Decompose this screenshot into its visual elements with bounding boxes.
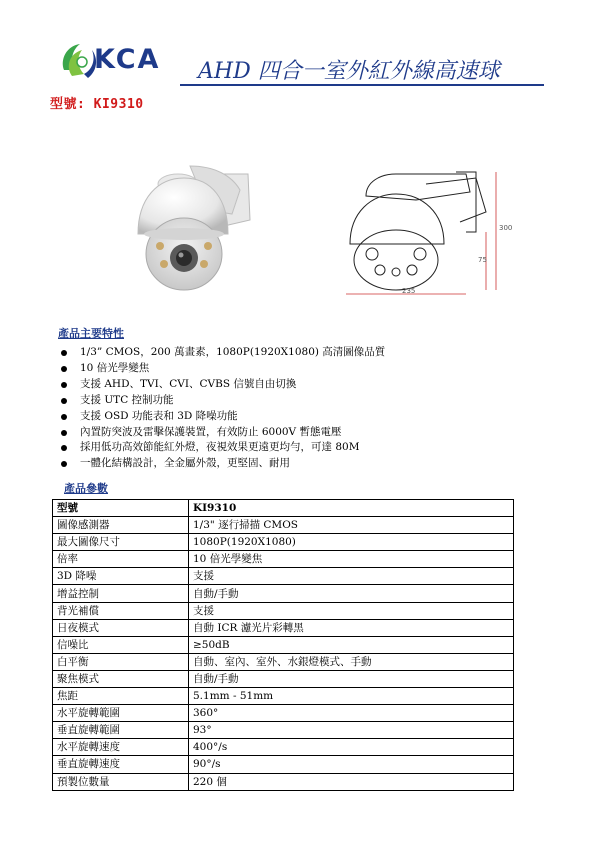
dimension-drawing-icon bbox=[336, 160, 512, 300]
feature-item: 支援 UTC 控制功能 bbox=[58, 393, 558, 409]
table-row bbox=[53, 517, 514, 534]
spec-key: 垂直旋轉範圍 bbox=[53, 722, 189, 739]
table-row bbox=[53, 688, 514, 705]
spec-value: 10 倍光學變焦 bbox=[189, 551, 514, 568]
table-row bbox=[53, 500, 514, 517]
spec-value: 自動 ICR 濾光片彩轉黑 bbox=[189, 619, 514, 636]
spec-value: 90°/s bbox=[189, 756, 514, 773]
spec-key: 3D 降噪 bbox=[53, 568, 189, 585]
feature-item: 1/3” CMOS，200 萬畫素，1080P(1920X1080) 高清圖像品質 bbox=[58, 345, 558, 361]
table-row bbox=[53, 705, 514, 722]
spec-value: 1/3" 逐行掃描 CMOS bbox=[189, 517, 514, 534]
dimension-width-label: 235 bbox=[402, 287, 416, 295]
spec-value: 1080P(1920X1080) bbox=[189, 534, 514, 551]
spec-key: 倍率 bbox=[53, 551, 189, 568]
spec-value: ≥50dB bbox=[189, 636, 514, 653]
spec-key: 聚焦模式 bbox=[53, 670, 189, 687]
table-row bbox=[53, 653, 514, 670]
spec-key: 最大圖像尺寸 bbox=[53, 534, 189, 551]
spec-value: 5.1mm - 51mm bbox=[189, 688, 514, 705]
spec-value: 93° bbox=[189, 722, 514, 739]
table-row bbox=[53, 534, 514, 551]
feature-item: 支援 AHD、TVI、CVI、CVBS 信號自由切換 bbox=[58, 377, 558, 393]
table-row bbox=[53, 739, 514, 756]
spec-value: 360° bbox=[189, 705, 514, 722]
spec-value: 400°/s bbox=[189, 739, 514, 756]
spec-key: 增益控制 bbox=[53, 585, 189, 602]
spec-key: 水平旋轉範圍 bbox=[53, 705, 189, 722]
spec-value: 自動/手動 bbox=[189, 585, 514, 602]
page-title: AHD 四合一室外紅外線高速球 bbox=[180, 60, 544, 86]
feature-item: 一體化結構設計，全金屬外殼，更堅固、耐用 bbox=[58, 456, 558, 472]
features-heading: 產品主要特性 bbox=[58, 327, 124, 340]
spec-key: 焦距 bbox=[53, 688, 189, 705]
spec-key: 背光補償 bbox=[53, 602, 189, 619]
table-row bbox=[53, 585, 514, 602]
table-row bbox=[53, 756, 514, 773]
spec-key: 垂直旋轉速度 bbox=[53, 756, 189, 773]
spec-value: 支援 bbox=[189, 602, 514, 619]
spec-key: 圖像感測器 bbox=[53, 517, 189, 534]
spec-value: 自動、室內、室外、水銀燈模式、手動 bbox=[189, 653, 514, 670]
feature-item: 採用低功高效節能紅外燈，夜視效果更遠更均勻，可達 80M bbox=[58, 440, 558, 456]
spec-key: 預製位數量 bbox=[53, 773, 189, 790]
model-number: 型號: KI9310 bbox=[50, 97, 144, 112]
spec-value: 自動/手動 bbox=[189, 670, 514, 687]
spec-key: 型號 bbox=[53, 500, 189, 517]
dimension-height-label: 300 bbox=[499, 224, 512, 232]
table-row bbox=[53, 773, 514, 790]
specs-heading: 產品參數 bbox=[64, 482, 108, 495]
table-row bbox=[53, 722, 514, 739]
logo-text: KCA bbox=[94, 44, 161, 75]
feature-item: 內置防突波及雷擊保護裝置，有效防止 6000V 暫態電壓 bbox=[58, 425, 558, 441]
spec-value: KI9310 bbox=[189, 500, 514, 517]
table-row bbox=[53, 568, 514, 585]
feature-item: 支援 OSD 功能表和 3D 降噪功能 bbox=[58, 409, 558, 425]
features-list bbox=[58, 345, 558, 472]
table-row bbox=[53, 602, 514, 619]
spec-key: 白平衡 bbox=[53, 653, 189, 670]
spec-value: 220 個 bbox=[189, 773, 514, 790]
spec-value: 支援 bbox=[189, 568, 514, 585]
spec-key: 信噪比 bbox=[53, 636, 189, 653]
spec-table bbox=[52, 499, 514, 791]
dimension-side-label: 75 bbox=[478, 256, 487, 264]
camera-photo-icon bbox=[120, 150, 260, 300]
table-row bbox=[53, 670, 514, 687]
table-row bbox=[53, 636, 514, 653]
spec-key: 水平旋轉速度 bbox=[53, 739, 189, 756]
table-row bbox=[53, 619, 514, 636]
spec-key: 日夜模式 bbox=[53, 619, 189, 636]
feature-item: 10 倍光學變焦 bbox=[58, 361, 558, 377]
table-row bbox=[53, 551, 514, 568]
